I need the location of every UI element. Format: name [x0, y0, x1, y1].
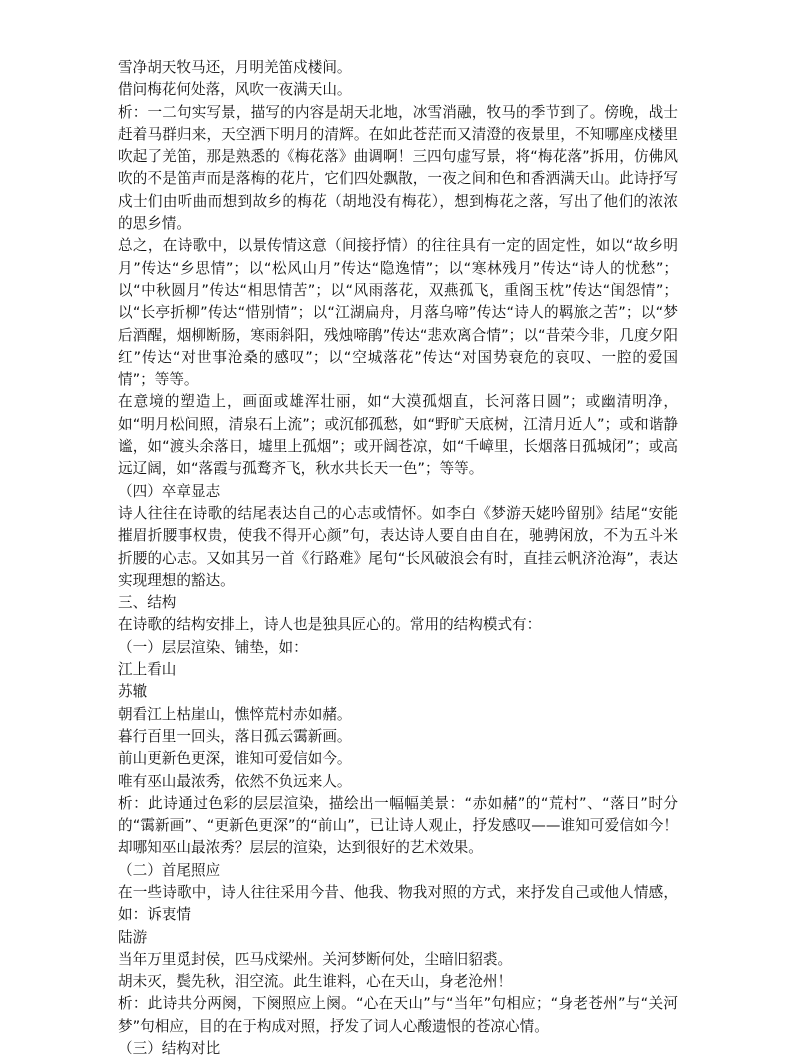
poem-line: 唯有巫山最浓秀，依然不负远来人。 [118, 772, 352, 790]
section-heading: （一）层层渲染、铺垫，如： [118, 638, 308, 656]
body-paragraph: 诗人往往在诗歌的结尾表达自己的心志或情怀。如李白《梦游天姥吟留别》结尾“安能摧眉折腰事权贵，使我不得开心颜”句，表达诗人要自由自在，驰骋闲放，不为五斗米折腰的心志。又如其另一首《行路难》尾句“长风破浪会有时，直挂云帆济沧海”，表达实现理想的豁达。 [118, 504, 678, 589]
section-heading: （二）首尾照应 [118, 861, 221, 879]
poem-title: 江上看山 [118, 661, 177, 679]
section-heading: （三）结构对比 [118, 1040, 221, 1058]
poem-line: 雪净胡天牧马还，月明羌笛戍楼间。 [118, 59, 352, 76]
analysis-paragraph: 析：一二句实写景，描写的内容是胡天北地，冰雪消融，牧马的季节到了。傍晚，战士赶着马群归来，天空洒下明月的清辉。在如此苍茫而又清澄的夜景里，不知哪座戍楼里吹起了羌笛，那是熟悉的《梅花落》曲调啊！三四句虚写景，将“梅花落”拆用，仿佛风吹的不是笛声而是落梅的花片，它们四处飘散，一夜之间和色和香洒满天山。此诗抒写戍士们由听曲而想到故乡的梅花（胡地没有梅花），想到梅花之落，写出了他们的浓浓的思乡情。 [118, 103, 678, 233]
body-paragraph: 在一些诗歌中，诗人往往采用今昔、他我、物我对照的方式，来抒发自己或他人情感，如：诉衷情 [118, 883, 678, 924]
poem-line: 当年万里觅封侯，匹马戍梁州。关河梦断何处，尘暗旧貂裘。 [118, 950, 513, 968]
poem-line: 暮行百里一回头，落日孤云霭新画。 [118, 727, 352, 745]
summary-paragraph: 总之，在诗歌中，以景传情这意（间接抒情）的往往具有一定的固定性，如以“故乡明月”传达“乡思情”；以“松风山月”传达“隐逸情”；以“寒林残月”传达“诗人的忧愁”；以“中秋圆月”传达“相思情苦”；以“风雨落花，双燕孤飞，重阁玉枕”传达“闺怨情”；以“长亭折柳”传达“惜别情”；以“江湖扁舟，月落乌啼”传达“诗人的羁旅之苦”；以“梦后酒醒，烟柳断肠，寒雨斜阳，残烛啼鹃”传达“悲欢离合情”；以“昔荣今非，几度夕阳红”传达“对世事沧桑的感叹”；以“空城落花”传达“对国势衰危的哀叹、一腔的爱国情”；等等。 [118, 237, 678, 389]
analysis-paragraph: 析：此诗通过色彩的层层渲染，描绘出一幅幅美景：“赤如赭”的“荒村”、“落日”时分的“霭新画”、“更新色更深”的“前山”，已让诗人观止，抒发感叹——谁知可爱信如今！却哪知巫山最浓秀？层层的渲染，达到很好的艺术效果。 [118, 794, 678, 857]
poem-line: 借问梅花何处落，风吹一夜满天山。 [118, 81, 352, 99]
poem-line: 前山更新色更深，谁知可爱信如今。 [118, 750, 352, 768]
poem-line: 朝看江上枯崖山，憔悴荒村赤如赭。 [118, 705, 352, 723]
document-page [118, 57, 678, 1060]
section-heading: 三、结构 [118, 594, 177, 612]
body-paragraph: 在意境的塑造上，画面或雄浑壮丽，如“大漠孤烟直，长河落日圆”；或幽清明净，如“明月松间照，清泉石上流”；或沉郁孤愁，如“野旷天底树，江清月近人”；或和谐静谧，如“渡头余落日，墟里上孤烟”；或开阔苍凉，如“千嶂里，长烟落日孤城闭”；或高远辽阔，如“落霞与孤鹜齐飞，秋水共长天一色”；等等。 [118, 393, 678, 478]
poem-line: 胡未灭，鬓先秋，泪空流。此生谁料，心在天山，身老沧州！ [118, 973, 513, 991]
section-heading: （四）卒章显志 [118, 482, 221, 500]
analysis-paragraph: 析：此诗共分两阕，下阕照应上阕。“心在天山”与“当年”句相应；“身老苍州”与“关河梦”句相应，目的在于构成对照，抒发了词人心酸遗恨的苍凉心情。 [118, 995, 678, 1035]
poem-author: 陆游 [118, 928, 148, 946]
poem-author: 苏辙 [118, 683, 148, 701]
body-paragraph: 在诗歌的结构安排上，诗人也是独具匠心的。常用的结构模式有： [118, 616, 542, 634]
